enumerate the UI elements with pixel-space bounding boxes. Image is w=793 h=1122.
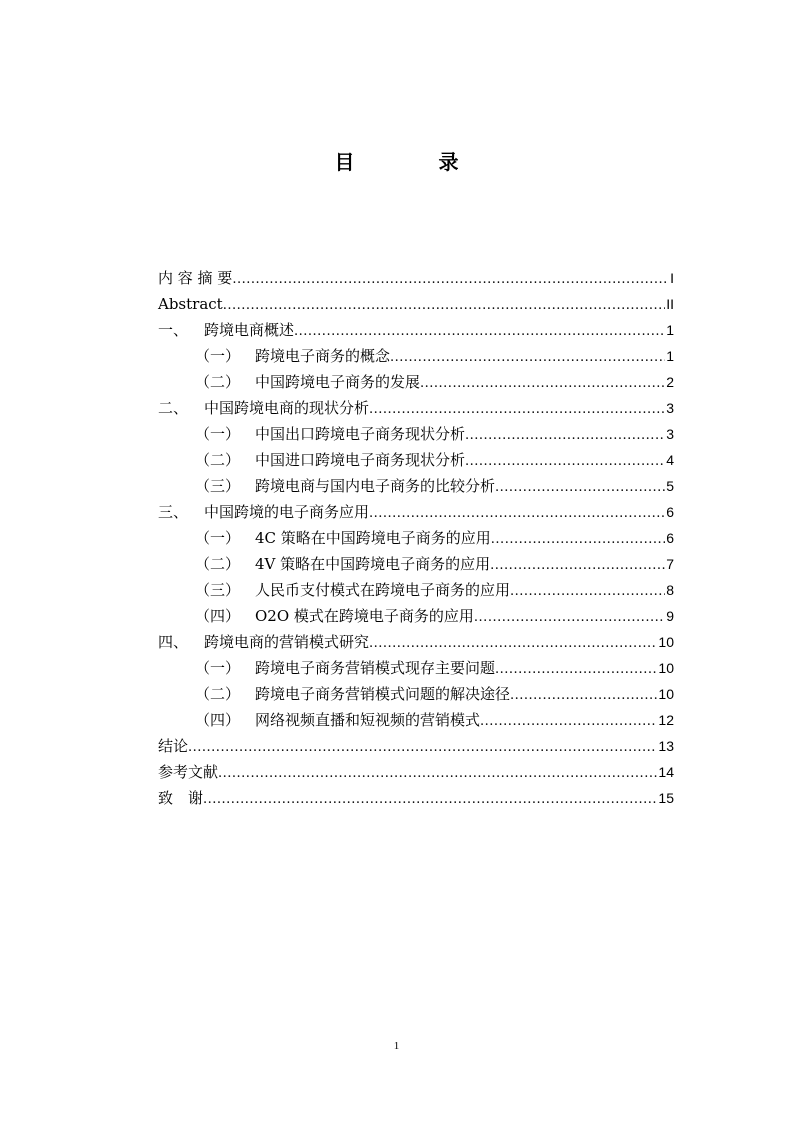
toc-entry[interactable] — [158, 603, 674, 629]
toc-entry-heading — [158, 733, 188, 759]
toc-entry[interactable] — [158, 317, 674, 343]
toc-entry-heading — [195, 655, 495, 681]
toc-entry[interactable] — [158, 265, 674, 291]
toc-entry-page-number: 7 — [666, 556, 674, 572]
toc-entry[interactable] — [158, 785, 674, 811]
toc-entry-title: 内 容 摘 要 — [158, 269, 233, 287]
toc-entry-heading — [195, 447, 465, 473]
toc-entry-heading — [195, 577, 510, 603]
toc-entry-title: 跨境电子商务营销模式现存主要问题 — [255, 659, 496, 677]
toc-entry-title: 中国跨境电商的现状分析 — [204, 399, 370, 417]
toc-entry-title: 中国跨境电子商务的发展 — [255, 373, 421, 391]
toc-entry-title: 致 谢 — [158, 789, 204, 807]
toc-entry-title: Abstract — [158, 295, 223, 313]
table-of-contents — [158, 265, 674, 811]
toc-entry[interactable] — [158, 759, 674, 785]
toc-entry-title: 中国出口跨境电子商务现状分析 — [255, 425, 466, 443]
dot-leader — [490, 551, 665, 579]
toc-entry-heading — [195, 343, 390, 369]
toc-entry-title: 跨境电商与国内电子商务的比较分析 — [255, 477, 496, 495]
dot-leader — [369, 499, 665, 527]
toc-entry-number: （一） — [195, 529, 241, 547]
dot-leader — [491, 525, 665, 553]
toc-entry-title: 跨境电商概述 — [204, 321, 295, 339]
toc-entry-number: （一） — [195, 347, 241, 365]
page-number-footer: 1 — [393, 1040, 400, 1052]
toc-entry-heading — [158, 291, 223, 317]
page-title: 目 录 — [334, 150, 491, 174]
toc-entry-page-number: 10 — [658, 634, 674, 650]
toc-entry[interactable] — [158, 551, 674, 577]
dot-leader — [232, 265, 669, 293]
toc-entry-number: （二） — [195, 685, 241, 703]
dot-leader — [294, 317, 665, 345]
dot-leader — [480, 707, 657, 735]
toc-entry-heading — [158, 395, 369, 421]
toc-entry-number: 三、 — [158, 503, 189, 521]
toc-entry-page-number: 8 — [666, 582, 674, 598]
dot-leader — [495, 473, 665, 501]
toc-entry[interactable] — [158, 395, 674, 421]
toc-entry[interactable] — [158, 707, 674, 733]
toc-entry-number: （二） — [195, 373, 241, 391]
toc-entry-page-number: 6 — [666, 504, 674, 520]
toc-entry-title: 中国跨境的电子商务应用 — [204, 503, 370, 521]
toc-entry-heading — [158, 265, 232, 291]
toc-entry-page-number: 9 — [666, 608, 674, 624]
dot-leader — [510, 681, 657, 709]
toc-entry-number: （四） — [195, 711, 241, 729]
toc-entry[interactable] — [158, 369, 674, 395]
toc-entry-heading — [158, 759, 218, 785]
toc-entry-heading — [195, 551, 490, 577]
toc-entry[interactable] — [158, 421, 674, 447]
dot-leader — [474, 603, 665, 631]
toc-entry-heading — [158, 629, 369, 655]
dot-leader — [369, 629, 657, 657]
toc-entry-number: （三） — [195, 581, 241, 599]
toc-entry-page-number: 3 — [666, 400, 674, 416]
dot-leader — [465, 421, 665, 449]
toc-entry-heading — [195, 681, 510, 707]
toc-entry-heading — [158, 317, 294, 343]
toc-entry-number: 一、 — [158, 321, 189, 339]
dot-leader — [495, 655, 657, 683]
toc-entry-heading — [158, 499, 369, 525]
toc-entry[interactable] — [158, 655, 674, 681]
toc-entry-number: （四） — [195, 607, 241, 625]
toc-entry-title: 参考文献 — [158, 763, 219, 781]
toc-entry-page-number: 2 — [666, 374, 674, 390]
toc-entry[interactable] — [158, 291, 674, 317]
toc-entry[interactable] — [158, 473, 674, 499]
dot-leader — [188, 733, 657, 761]
toc-entry-page-number: 1 — [666, 348, 674, 364]
toc-entry-heading — [195, 525, 491, 551]
dot-leader — [465, 447, 665, 475]
dot-leader — [390, 343, 665, 371]
toc-entry-page-number: 14 — [658, 764, 674, 780]
dot-leader — [369, 395, 665, 423]
toc-entry-number: （二） — [195, 555, 241, 573]
toc-entry[interactable] — [158, 447, 674, 473]
toc-entry-page-number: 6 — [666, 530, 674, 546]
toc-entry-title: O2O 模式在跨境电子商务的应用 — [255, 607, 474, 625]
toc-entry-heading — [195, 369, 420, 395]
toc-entry-page-number: 12 — [658, 712, 674, 728]
toc-entry[interactable] — [158, 681, 674, 707]
toc-entry-title: 结论 — [158, 737, 189, 755]
toc-entry-page-number: I — [670, 270, 674, 286]
toc-entry-title: 跨境电子商务的概念 — [255, 347, 391, 365]
dot-leader — [223, 291, 666, 319]
toc-entry-title: 人民币支付模式在跨境电子商务的应用 — [255, 581, 511, 599]
toc-entry-number: （一） — [195, 425, 241, 443]
toc-entry-title: 中国进口跨境电子商务现状分析 — [255, 451, 466, 469]
toc-entry-title: 网络视频直播和短视频的营销模式 — [255, 711, 481, 729]
toc-entry[interactable] — [158, 499, 674, 525]
toc-entry-title: 4C 策略在中国跨境电子商务的应用 — [255, 529, 491, 547]
toc-entry-heading — [158, 785, 203, 811]
toc-entry-number: （二） — [195, 451, 241, 469]
toc-entry-number: （一） — [195, 659, 241, 677]
toc-entry-page-number: 3 — [666, 426, 674, 442]
toc-entry[interactable] — [158, 525, 674, 551]
toc-entry-title: 跨境电商的营销模式研究 — [204, 633, 370, 651]
toc-entry-heading — [195, 603, 474, 629]
toc-entry-page-number: 13 — [658, 738, 674, 754]
toc-entry-number: 二、 — [158, 399, 189, 417]
toc-entry-number: （三） — [195, 477, 241, 495]
toc-entry-page-number: 1 — [666, 322, 674, 338]
dot-leader — [203, 785, 657, 813]
toc-entry[interactable] — [158, 733, 674, 759]
toc-entry-page-number: 10 — [658, 686, 674, 702]
toc-entry-heading — [195, 473, 495, 499]
dot-leader — [510, 577, 665, 605]
dot-leader — [420, 369, 665, 397]
toc-entry[interactable] — [158, 343, 674, 369]
toc-entry-page-number: 5 — [666, 478, 674, 494]
toc-entry-title: 4V 策略在中国跨境电子商务的应用 — [255, 555, 491, 573]
toc-entry[interactable] — [158, 577, 674, 603]
toc-entry-heading — [195, 421, 465, 447]
dot-leader — [218, 759, 657, 787]
toc-entry[interactable] — [158, 629, 674, 655]
toc-entry-title: 跨境电子商务营销模式问题的解决途径 — [255, 685, 511, 703]
toc-entry-number: 四、 — [158, 633, 189, 651]
toc-entry-page-number: 10 — [658, 660, 674, 676]
toc-entry-page-number: 15 — [658, 790, 674, 806]
toc-entry-page-number: II — [666, 296, 674, 312]
toc-entry-heading — [195, 707, 480, 733]
toc-entry-page-number: 4 — [666, 452, 674, 468]
